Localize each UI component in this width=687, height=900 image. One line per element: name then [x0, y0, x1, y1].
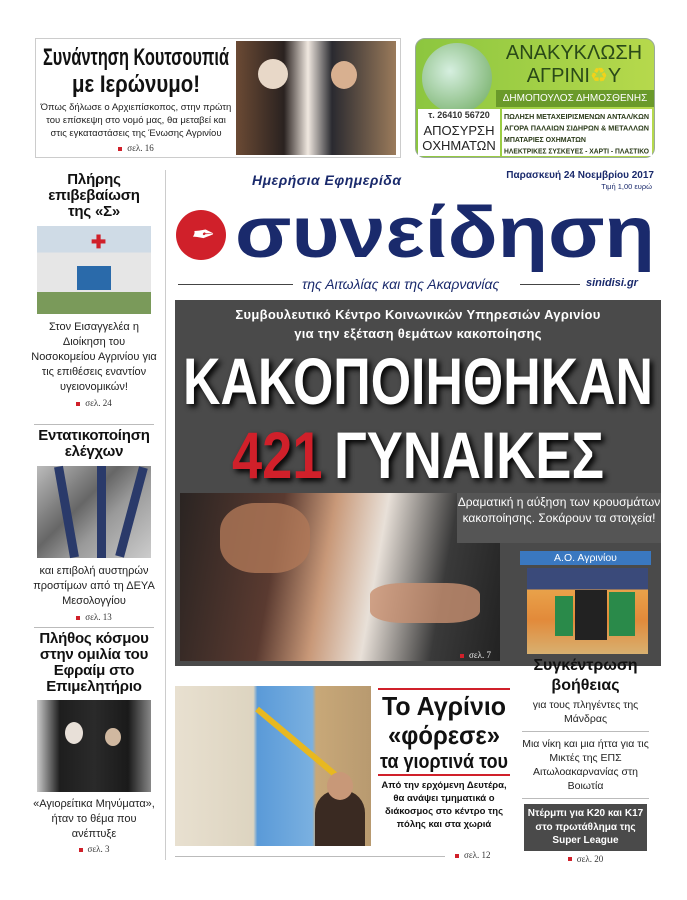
pen-logo-icon: ✒ [176, 210, 226, 260]
sports-text-2: Μια νίκη και μια ήττα για τις Μικτές της ΕΠΣ Αιτωλοακαρνανίας στη Βοιωτία [522, 738, 649, 792]
city-headline-1: Το Αγρίνιο [382, 691, 506, 721]
ad-owner: ΔΗΜΟΠΟΥΛΟΣ ΔΗΜΟΣΘΕΝΗΣ [496, 90, 654, 107]
top-story-text: Όπως δήλωσε ο Αρχιεπίσκοπος, στην πρώτη του επίσκεψη στο νομό μας, θα μεταβεί και στις εγκαταστάσεις της Ένωσης Αγρινίου [40, 102, 232, 139]
sidebar-story-2[interactable] [30, 428, 158, 622]
city-text: Από την ερχόμενη Δευτέρα, θα ανάψει τμηματικά ο διάκοσμος στο κέντρο της πόλης και στα χωριά [381, 780, 507, 830]
ad-service-1: ΑΠΟΣΥΡΣΗ [423, 123, 495, 138]
abuse-photo [180, 493, 500, 661]
sidebar-story-3[interactable] [30, 631, 158, 854]
lead-headline [175, 344, 661, 492]
christmas-lights-photo [175, 686, 371, 846]
ad-item: ΜΠΑΤΑΡΙΕΣ ΟΧΗΜΑΤΩΝ [504, 137, 586, 144]
city-story[interactable] [175, 686, 513, 862]
lead-number: 421 [232, 418, 343, 492]
sports-label: Α.Ο. Αγρινίου [520, 551, 651, 565]
bullet-icon [568, 857, 572, 861]
ad-title-2: ΑΓΡΙΝΙ [526, 65, 590, 87]
top-story-headline-1: Συνάντηση Κουτσουπιά [43, 44, 230, 71]
ad-item: ΗΛΕΚΤΡΙΚΕΣ ΣΥΣΚΕΥΕΣ - ΧΑΡΤΙ - ΠΛΑΣΤΙΚΟ [504, 148, 650, 156]
archbishop-photo [236, 41, 396, 155]
sidebar-text: «Αγιορείτικα Μηνύματα», ήταν το θέμα που ανέπτυξε [33, 798, 155, 840]
ad-item: ΑΓΟΡΑ ΠΑΛΑΙΩΝ ΣΙΔΗΡΩΝ & ΜΕΤΑΛΛΩΝ [504, 125, 649, 133]
ad-title-2-end: Υ [607, 65, 622, 87]
recycle-icon: ♻ [589, 65, 608, 87]
city-headline [378, 691, 510, 773]
website-link[interactable]: sinidisi.gr [586, 277, 638, 289]
bullet-icon [76, 402, 80, 406]
divider [34, 627, 154, 628]
masthead-tagline: της Αιτωλίας και της Ακαρνανίας [302, 276, 500, 292]
city-page: σελ. 12 [464, 850, 491, 860]
sidebar-headline: Εντατικοποίηση ελέγχων [38, 427, 150, 460]
sidebar-page: σελ. 3 [87, 844, 110, 854]
hospital-photo [37, 226, 151, 314]
bullet-icon [455, 854, 459, 858]
masthead-kicker: Ημερήσια Εφημερίδα [252, 172, 402, 188]
lead-page: σελ. 7 [469, 650, 491, 660]
bullet-icon [76, 616, 80, 620]
sports-box: Ντέρμπι για Κ20 και Κ17 στο πρωτάθλημα της Super League [524, 804, 647, 851]
sports-page: σελ. 20 [576, 853, 604, 864]
column-divider [165, 170, 166, 860]
issue-date: Παρασκευή 24 Νοεμβρίου 2017 [506, 170, 654, 181]
clergy-photo [37, 700, 151, 792]
sidebar-text: και επιβολή αυστηρών προστίμων από τη ΔΕΥΑ Μεσολογγίου [33, 565, 155, 607]
ad-phone: τ. 26410 56720 [428, 110, 490, 120]
divider [522, 731, 649, 732]
sports-headline: Συγκέντρωση βοήθειας [533, 657, 638, 694]
issue-price: Τιμή 1,00 ευρώ [601, 182, 652, 191]
lead-caption: Δραματική η αύξηση των κρουσμάτων κακοποίησης. Σοκάρουν τα στοιχεία! [457, 493, 661, 543]
sidebar-headline: Πλήρης επιβεβαίωση της «Σ» [48, 171, 140, 220]
sports-text: για τους πληγέντες της Μάνδρας [532, 699, 639, 725]
divider [522, 798, 649, 799]
sidebar-text: Στον Εισαγγελέα η Διοίκηση του Νοσοκομείου Αγρινίου για τις επιθέσεις εναντίον υγειονομικών! [31, 321, 157, 393]
svg-text:421ΓΥΝΑΙΚΕΣ [232, 418, 663, 492]
ad-title-1: ΑΝΑΚΥΚΛΩΣΗ [505, 42, 643, 64]
sidebar-page: σελ. 24 [85, 398, 112, 408]
recycling-ad[interactable] [415, 38, 655, 158]
bullet-icon [79, 848, 83, 852]
ad-service-2: ΟΧΗΜΑΤΩΝ [422, 138, 496, 153]
lead-headline-2: ΓΥΝΑΙΚΕΣ [333, 418, 663, 492]
sidebar-page: σελ. 13 [85, 612, 112, 622]
ad-items [502, 109, 652, 156]
masthead-name: συνείδηση [235, 193, 655, 273]
bullet-icon [118, 147, 122, 151]
globe-icon [422, 43, 492, 113]
sidebar-headline: Πλήθος κόσμου στην ομιλία του Εφραίμ στο Επιμελητήριο [39, 630, 149, 695]
water-pipes-photo [37, 466, 151, 558]
lead-headline-1: ΚΑΚΟΠΟΙΗΘΗΚΑΝ [183, 344, 653, 418]
lead-subtitle-2: για την εξέταση θεμάτων κακοποίησης [294, 326, 542, 341]
masthead [170, 170, 660, 295]
sidebar-story-1[interactable] [30, 172, 158, 408]
masthead-logo [232, 192, 658, 276]
top-story-headline [38, 43, 234, 99]
ad-item: ΠΩΛΗΣΗ ΜΕΤΑΧΕΙΡΙΣΜΕΝΩΝ ΑΝΤΑΛ/ΚΩΝ [504, 114, 649, 121]
city-headline-2: «φόρεσε» [388, 720, 500, 750]
city-headline-3: τα γιορτινά του [380, 751, 508, 773]
top-story[interactable] [35, 38, 401, 158]
top-story-page: σελ. 16 [127, 143, 154, 153]
lead-subtitle-1: Συμβουλευτικό Κέντρο Κοινωνικών Υπηρεσιών Αγρινίου [235, 307, 601, 322]
basketball-team-photo [527, 568, 648, 654]
top-story-headline-2: με Ιερώνυμο! [72, 71, 200, 98]
bullet-icon [460, 654, 464, 658]
divider [34, 424, 154, 425]
sports-story[interactable] [520, 551, 651, 864]
red-cross-icon: ✚ [91, 232, 107, 252]
